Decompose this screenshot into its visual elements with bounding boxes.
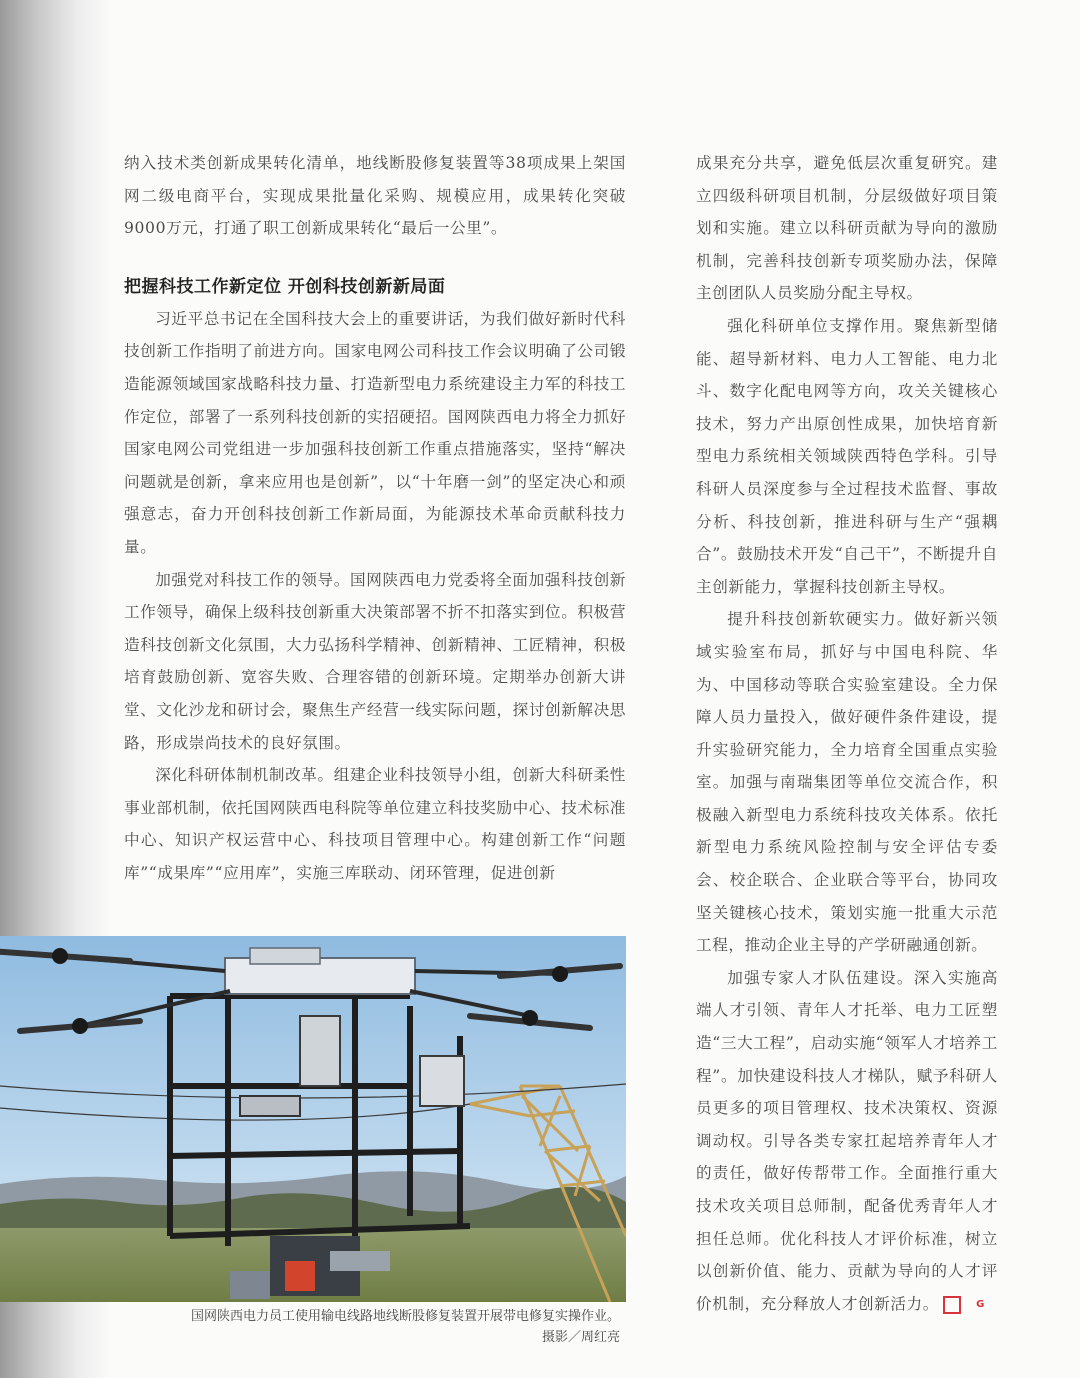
right-paragraph-1: 强化科研单位支撑作用。聚焦新型储能、超导新材料、电力人工智能、电力北斗、数字化配电网等方向，攻关关键核心技术，努力产出原创性成果，加快培育新型电力系统相关领域陕西特色学科。引导科研人员深度参与全过程技术监督、事故分析、科技创新，推进科研与生产“强耦合”。鼓励技术开发“自己干”，不断提升自主创新能力，掌握科技创新主导权。 bbox=[696, 316, 998, 596]
photo-caption-text: 国网陕西电力员工使用输电线路地线断股修复装置开展带电修复实操作业。 bbox=[190, 1309, 620, 1324]
left-paragraph-3: 深化科研体制机制改革。组建企业科技领导小组，创新大科研柔性事业部机制，依托国网陕西电科院等单位建立科技奖励中心、技术标准中心、知识产权运营中心、科技项目管理中心。构建创新工作“问题库”“成果库”“应用库”，实施三库联动、闭环管理，促进创新 bbox=[124, 766, 627, 882]
article-photo bbox=[0, 936, 626, 1302]
right-paragraph-2: 提升科技创新软硬实力。做好新兴领域实验室布局，抓好与中国电科院、华为、中国移动等联合实验室建设。全力保障人员力量投入，做好硬件条件建设，提升实验研究能力，全力培育全国重点实验室。加强与南瑞集团等单位交流合作，积极融入新型电力系统科技攻关体系。依托新型电力系统风险控制与安全评估专委会、校企联合、企业联合等平台，协同攻坚关键核心技术，策划实施一批重大示范工程，推动企业主导的产学研融通创新。 bbox=[696, 610, 998, 955]
left-column bbox=[124, 147, 626, 889]
drone-repair-photo bbox=[0, 936, 626, 1302]
right-paragraph-3-text: 加强专家人才队伍建设。深入实施高端人才引领、青年人才托举、电力工匠塑造“三大工程”，启动实施“领军人才培养工程”。加快建设科技人才梯队，赋予科研人员更多的项目管理权、技术决策权、资源调动权。引导各类专家扛起培养青年人才的责任，做好传帮带工作。全面推行重大技术攻关项目总师制，配备优秀青年人才担任总师。优化科技人才评价标准，树立以创新价值、能力、贡献为导向的人才评价机制，充分释放人才创新活力。 bbox=[696, 968, 998, 1313]
section-heading: 把握科技工作新定位 开创科技创新新局面 bbox=[124, 276, 446, 297]
photo-credit: 摄影／周红亮 bbox=[541, 1330, 620, 1345]
right-column bbox=[696, 147, 998, 1320]
left-paragraph-0: 纳入技术类创新成果转化清单，地线断股修复装置等38项成果上架国网二级电商平台，实现成果批量化采购、规模应用，成果转化突破9000万元，打通了职工创新成果转化“最后一公里”。 bbox=[124, 154, 626, 238]
right-paragraph-0: 成果充分共享，避免低层次重复研究。建立四级科研项目机制，分层级做好项目策划和实施。建立以科研贡献为导向的激励机制，完善科技创新专项奖励办法，保障主创团队人员奖励分配主导权。 bbox=[696, 154, 998, 303]
photo-caption bbox=[0, 1306, 620, 1348]
article-end-mark-icon: G bbox=[943, 1296, 961, 1314]
right-paragraph-3 bbox=[696, 962, 998, 1321]
left-paragraph-1: 习近平总书记在全国科技大会上的重要讲话，为我们做好新时代科技创新工作指明了前进方向。国家电网公司科技工作会议明确了公司锻造能源领域国家战略科技力量、打造新型电力系统建设主力军的科技工作定位，部署了一系列科技创新的实招硬招。国网陕西电力将全力抓好国家电网公司党组进一步加强科技创新工作重点措施落实，坚持“解决问题就是创新，拿来应用也是创新”，以“十年磨一剑”的坚定决心和顽强意志，奋力开创科技创新工作新局面，为能源技术革命贡献科技力量。 bbox=[124, 309, 627, 556]
left-paragraph-2: 加强党对科技工作的领导。国网陕西电力党委将全面加强科技创新工作领导，确保上级科技创新重大决策部署不折不扣落实到位。积极营造科技创新文化氛围，大力弘扬科学精神、创新精神、工匠精神，积极培育鼓励创新、宽容失败、合理容错的创新环境。定期举办创新大讲堂、文化沙龙和研讨会，聚焦生产经营一线实际问题，探讨创新解决思路，形成崇尚技术的良好氛围。 bbox=[124, 570, 627, 752]
